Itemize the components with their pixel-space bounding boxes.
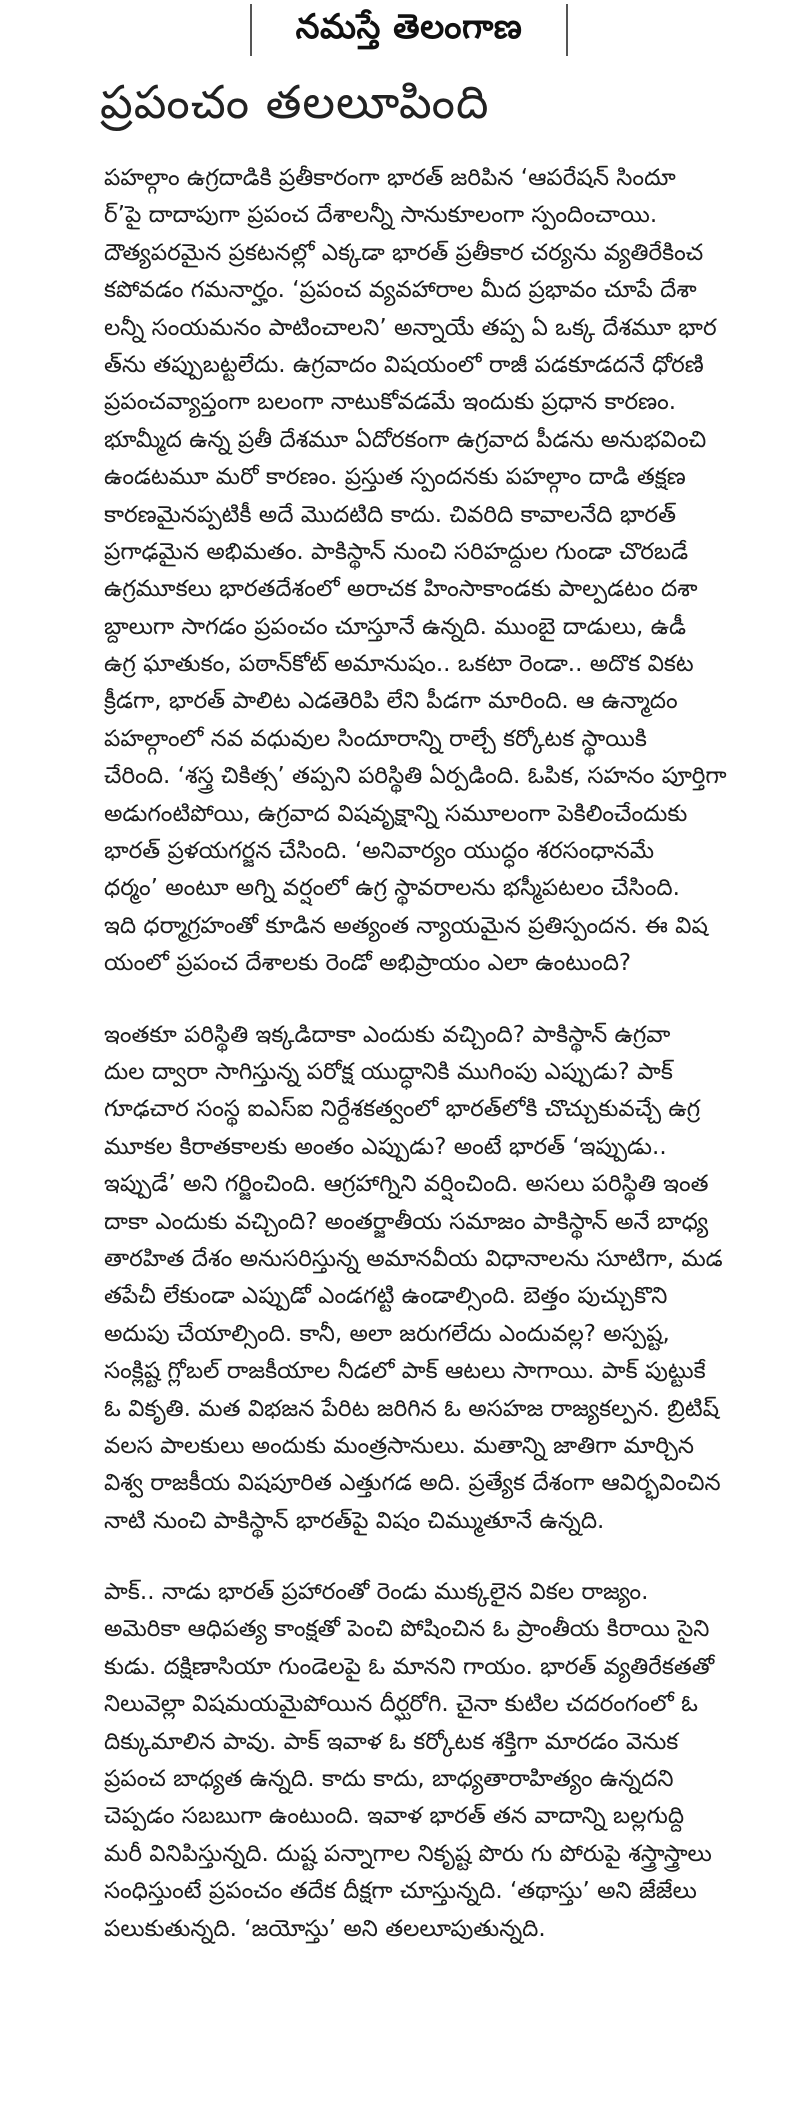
article-line: దాకా ఎందుకు వచ్చింది? అంతర్జాతీయ సమాజం పాకిస్థాన్ అనే బాధ్య <box>104 1208 709 1235</box>
article-line: భూమ్మీద ఉన్న ప్రతీ దేశమూ ఏదోరకంగా ఉగ్రవాద పీడను అనుభవించి <box>104 426 707 453</box>
article-line: మూకల కిరాతకాలకు అంతం ఎప్పుడు? అంటే భారత్ ‘ఇప్పుడు.. <box>104 1133 667 1160</box>
article-line: ఉగ్ర ఘాతుకం, పఠాన్‌కోట్ అమానుషం.. ఒకటా రెండా.. అదొక వికట <box>104 651 694 678</box>
masthead-left-rule <box>250 4 252 56</box>
masthead-right-rule <box>566 4 568 56</box>
article-line: ధర్మం’ అంటూ అగ్ని వర్షంలో ఉగ్ర స్థావరాలను భస్మీపటలం చేసింది. <box>104 875 680 902</box>
article-line: క్రీడగా, భారత్ పాలిట ఎడతెరిపి లేని పీడగా మారింది. ఆ ఉన్మాదం <box>104 688 678 715</box>
masthead-name: నమస్తే తెలంగాణ <box>295 7 523 47</box>
article-line: అమెరికా ఆధిపత్య కాంక్షతో పెంచి పోషించిన ఓ ప్రాంతీయ కిరాయి సైని <box>104 1616 710 1643</box>
article-line: కుడు. దక్షిణాసియా గుండెలపై ఓ మానని గాయం. భారత్ వ్యతిరేకతతో <box>104 1653 715 1680</box>
article-line: సంక్లిష్ట గ్లోబల్ రాజకీయాల నీడలో పాక్ ఆటలు సాగాయి. పాక్ పుట్టుకే <box>104 1358 706 1385</box>
article-line: మరీ వినిపిస్తున్నది. దుష్ట పన్నాగాల నికృష్ట పొరు గు పోరుపై శస్త్రాస్త్రాలు <box>104 1840 712 1867</box>
article-line: సంధిస్తుంటే ప్రపంచం తదేక దీక్షగా చూస్తున్నది. ‘తథాస్తు’ అని జేజేలు <box>104 1878 697 1905</box>
article-line: ఉండటమూ మరో కారణం. ప్రస్తుత స్పందనకు పహల్గాం దాడి తక్షణ <box>104 464 686 491</box>
article-line: కపోవడం గమనార్హం. ‘ప్రపంచ వ్యవహారాల మీద ప్రభావం చూపే దేశా <box>104 277 697 304</box>
masthead <box>250 0 568 62</box>
article-line: గూఢచార సంస్థ ఐఎస్ఐ నిర్దేశకత్వంలో భారత్‌లోకి చొచ్చుకువచ్చే ఉగ్ర <box>104 1096 701 1123</box>
article-line: దౌత్యపరమైన ప్రకటనల్లో ఎక్కడా భారత్ ప్రతీకార చర్యను వ్యతిరేకించ <box>104 239 704 266</box>
article-line: తారహిత దేశం అనుసరిస్తున్న అమానవీయ విధానాలను సూటిగా, మడ <box>104 1245 723 1272</box>
article-line: పాక్.. నాడు భారత్ ప్రహారంతో రెండు ముక్కలైన వికల రాజ్యం. <box>104 1579 649 1606</box>
article-line: అడుగంటిపోయి, ఉగ్రవాద విషవృక్షాన్ని సమూలంగా పెకిలించేందుకు <box>104 800 688 827</box>
article-line: నాటి నుంచి పాకిస్థాన్ భారత్‌పై విషం చిమ్ముతూనే ఉన్నది. <box>104 1507 605 1534</box>
paragraph-3 <box>104 1574 756 1948</box>
paragraph-2 <box>104 1017 756 1540</box>
article-line: పహల్గాం ఉగ్రదాడికి ప్రతీకారంగా భారత్ జరిపిన ‘ఆపరేషన్ సిందూ <box>104 165 676 191</box>
article-line: బ్దాలుగా సాగడం ప్రపంచం చూస్తూనే ఉన్నది. ముంబై దాడులు, ఉడీ <box>104 613 686 640</box>
article-line: తపేచీ లేకుండా ఎప్పుడో ఎండగట్టి ఉండాల్సింది. బెత్తం పుచ్చుకొని <box>104 1283 668 1310</box>
article-line: అదుపు చేయాల్సింది. కానీ, అలా జరుగలేదు ఎందువల్ల? అస్పష్ట, <box>104 1320 670 1347</box>
article-line: భారత్ ప్రళయగర్జన చేసింది. ‘అనివార్యం యుద్ధం శరసంధానమే <box>104 838 655 865</box>
article-line: చెప్పడం సబబుగా ఉంటుంది. ఇవాళ భారత్ తన వాదాన్ని బల్లగుద్ది <box>104 1803 685 1830</box>
article-line: ప్రపంచ బాధ్యత ఉన్నది. కాదు కాదు, బాధ్యతారాహిత్యం ఉన్నదని <box>104 1766 674 1793</box>
article-line: ర్’పై దాదాపుగా ప్రపంచ దేశాలన్నీ సానుకూలంగా స్పందించాయి. <box>104 202 658 229</box>
article-line: కారణమైనప్పటికీ అదే మొదటిది కాదు. చివరిది కావాలనేది భారత్ <box>104 501 677 528</box>
article-line: ఓ వికృతి. మత విభజన పేరిట జరిగిన ఓ అసహజ రాజ్యకల్పన. బ్రిటిష్ <box>104 1395 719 1422</box>
article-line: నిలువెల్లా విషమయమైపోయిన దీర్ఘరోగి. చైనా కుటిల చదరంగంలో ఓ <box>104 1691 698 1718</box>
article-line: ప్రగాఢమైన అభిమతం. పాకిస్థాన్ నుంచి సరిహద్దుల గుండా చొరబడే <box>104 538 689 565</box>
headline: ప్రపంచం తలలూపింది <box>100 75 490 129</box>
article-line: ఇప్పుడే’ అని గర్జించింది. ఆగ్రహాగ్నిని వర్షించింది. అసలు పరిస్థితి ఇంత <box>104 1171 709 1198</box>
article-line: యంలో ప్రపంచ దేశాలకు రెండో అభిప్రాయం ఎలా ఉంటుంది? <box>104 950 632 977</box>
paragraph-1 <box>104 160 756 983</box>
article-body <box>104 160 756 1948</box>
article-line: పలుకుతున్నది. ‘జయోస్తు’ అని తలలూపుతున్నది. <box>104 1915 546 1942</box>
article-line: ప్రపంచవ్యాప్తంగా బలంగా నాటుకోవడమే ఇందుకు ప్రధాన కారణం. <box>104 389 677 416</box>
article-line: దిక్కుమాలిన పావు. పాక్ ఇవాళ ఓ కర్కోటక శక్తిగా మారడం వెనుక <box>104 1728 679 1755</box>
article-line: ఇది ధర్మాగ్రహంతో కూడిన అత్యంత న్యాయమైన ప్రతిస్పందన. ఈ విష <box>104 912 708 939</box>
article-line: ఉగ్రమూకలు భారతదేశంలో అరాచక హింసాకాండకు పాల్పడటం దశా <box>104 576 698 603</box>
article-line: లన్నీ సంయమనం పాటించాలని’ అన్నాయే తప్ప ఏ ఒక్క దేశమూ భార <box>104 314 717 341</box>
article-line: దుల ద్వారా సాగిస్తున్న పరోక్ష యుద్ధానికి ముగింపు ఎప్పుడు? పాక్ <box>104 1058 673 1085</box>
article-line: చేరింది. ‘శస్త్ర చికిత్స’ తప్పని పరిస్థితి ఏర్పడింది. ఓపిక, సహనం పూర్తిగా <box>104 763 727 790</box>
article-line: విశ్వ రాజకీయ విషపూరిత ఎత్తుగడ అది. ప్రత్యేక దేశంగా ఆవిర్భవించిన <box>104 1470 721 1497</box>
article-line: వలస పాలకులు అందుకు మంత్రసానులు. మతాన్ని జాతిగా మార్చిన <box>104 1432 695 1459</box>
article-line: పహల్గాంలో నవ వధువుల సిందూరాన్ని రాల్చే కర్కోటక స్థాయికి <box>104 725 647 752</box>
article-line: త్‌ను తప్పుబట్టలేదు. ఉగ్రవాదం విషయంలో రాజీ పడకూడదనే ధోరణి <box>104 351 704 378</box>
article-line: ఇంతకూ పరిస్థితి ఇక్కడిదాకా ఎందుకు వచ్చింది? పాకిస్థాన్ ఉగ్రవా <box>104 1021 671 1048</box>
